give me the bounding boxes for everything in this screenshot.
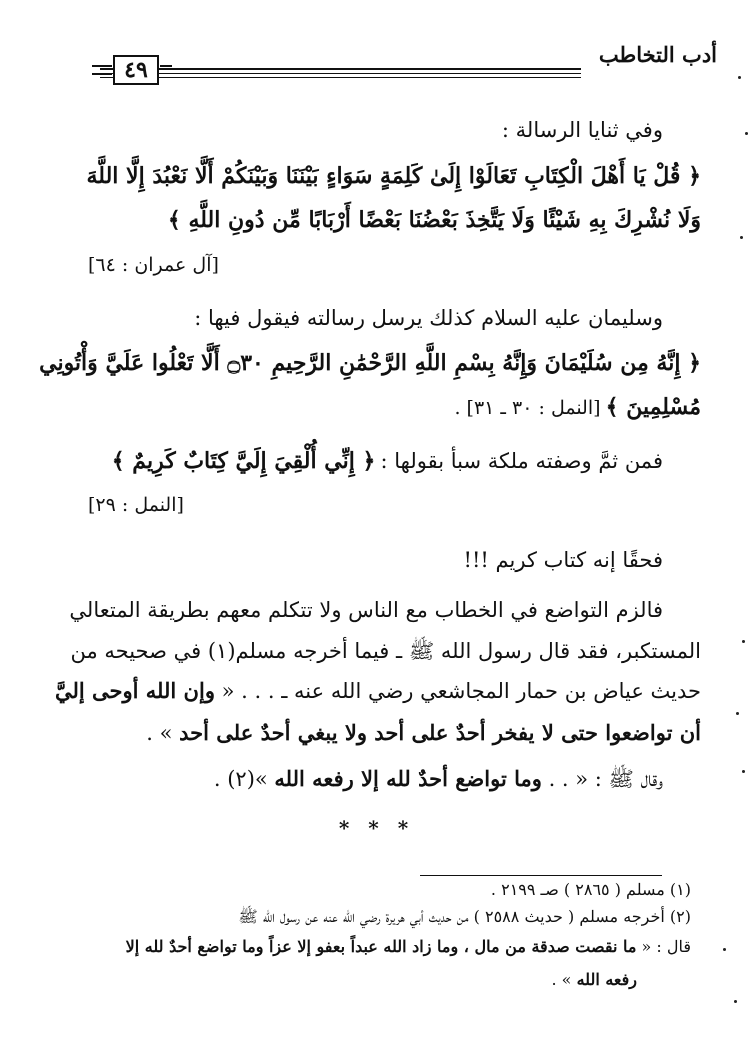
- footnote-fragment: قال : «: [636, 937, 691, 956]
- header-rule: [92, 73, 112, 75]
- text-line: [214, 766, 663, 797]
- text-fragment: فمن ثمَّ وصفته ملكة سبأ بقولها :: [380, 449, 663, 473]
- scan-speck: [742, 640, 745, 643]
- hadith-text: ما نقصت صدقة من مال ، وما زاد الله عبداً بعفو إلا عزاً وما تواضع أحدٌ لله إلا: [125, 937, 637, 956]
- hadith-text: أن تواضعوا حتى لا يفخر أحدٌ على أحد ولا يبغي أحدٌ على أحد: [179, 720, 701, 745]
- text-fragment: حديث عياض بن حمار المجاشعي رضي الله عنه ـ . . . «: [214, 679, 701, 703]
- hadith-text: رفعه الله: [576, 970, 637, 989]
- scan-speck: [740, 236, 743, 239]
- verse-reference: [النمل : ٣٠ ـ ٣١] .: [454, 397, 601, 419]
- text-line: المستكبر، فقد قال رسول الله ﷺ ـ فيما أخرجه مسلم(١) في صحيحه من: [70, 639, 701, 663]
- scan-speck: [738, 76, 741, 79]
- footnote-rule: [420, 875, 662, 876]
- scan-speck: [745, 132, 748, 135]
- hadith-text: وإن الله أوحى إليَّ: [54, 678, 215, 703]
- text-line: فالزم التواضع في الخطاب مع الناس ولا تتكلم معهم بطريقة المتعالي: [69, 598, 663, 622]
- footnote-fragment: » .: [551, 970, 572, 989]
- scan-speck: [736, 712, 739, 715]
- scan-speck: [723, 948, 726, 951]
- scan-speck: [742, 770, 745, 773]
- footnote: [126, 937, 691, 956]
- text-line: [55, 678, 701, 703]
- header-rule: [100, 68, 581, 70]
- header-rule: [92, 65, 112, 67]
- verse-reference: [النمل : ٢٩]: [88, 494, 184, 516]
- section-separator: * * *: [338, 816, 415, 840]
- text-fragment: »(٢) .: [213, 767, 268, 791]
- quran-verse-fragment: ﴿ إِنِّي أُلْقِيَ إِلَيَّ كِتَابٌ كَرِيمٌ ﴾: [111, 448, 376, 474]
- quran-verse-line: وَلَا نُشْرِكَ بِهِ شَيْئًا وَلَا يَتَّخِذَ بَعْضُنَا بَعْضًا أَرْبَابًا مِّن دُونِ اللَّهِ ﴾: [167, 207, 701, 233]
- header-rule: [160, 65, 172, 67]
- footnote: (١) مسلم ( ٢٨٦٥ ) صـ ٢١٩٩ .: [490, 880, 691, 899]
- text-line: [454, 394, 701, 420]
- quran-verse-fragment: مُسْلِمِينَ ﴾: [605, 394, 701, 420]
- text-line: فحقًا إنه كتاب كريم !!!: [463, 548, 663, 572]
- text-line: وفي ثنايا الرسالة :: [501, 118, 663, 142]
- verse-reference: [آل عمران : ٦٤]: [88, 254, 219, 276]
- page-number: ٤٩: [113, 55, 159, 85]
- scan-speck: [734, 1000, 737, 1003]
- header-rule: [100, 77, 581, 78]
- running-header-title: أدب التخاطب: [598, 42, 717, 67]
- footnote: [552, 970, 638, 989]
- text-line: وسليمان عليه السلام كذلك يرسل رسالته فيقول فيها :: [194, 306, 663, 330]
- text-line: [112, 448, 663, 474]
- text-line: [146, 720, 701, 745]
- quran-verse-line: ﴿ إِنَّهُ مِن سُلَيْمَانَ وَإِنَّهُ بِسْمِ اللَّهِ الرَّحْمَٰنِ الرَّحِيمِ ۝٣٠ أَلَّا تَعْلُوا عَلَيَّ وَأْتُونِي: [39, 350, 701, 376]
- quran-verse-line: ﴿ قُلْ يَا أَهْلَ الْكِتَابِ تَعَالَوْا إِلَىٰ كَلِمَةٍ سَوَاءٍ بَيْنَنَا وَبَيْنَكُمْ أَلَّا نَعْبُدَ إِلَّا اللَّهَ: [86, 163, 701, 189]
- text-fragment: وقال ﷺ : « . .: [541, 767, 663, 791]
- hadith-text: وما تواضع أحدٌ لله إلا رفعه الله: [274, 766, 542, 791]
- header-rule: [100, 73, 581, 74]
- text-fragment: » .: [146, 721, 173, 745]
- footnote: (٢) أخرجه مسلم ( حديث ٢٥٨٨ ) من حديث أبي هريرة رضي الله عنه عن رسول الله ﷺ: [238, 907, 691, 926]
